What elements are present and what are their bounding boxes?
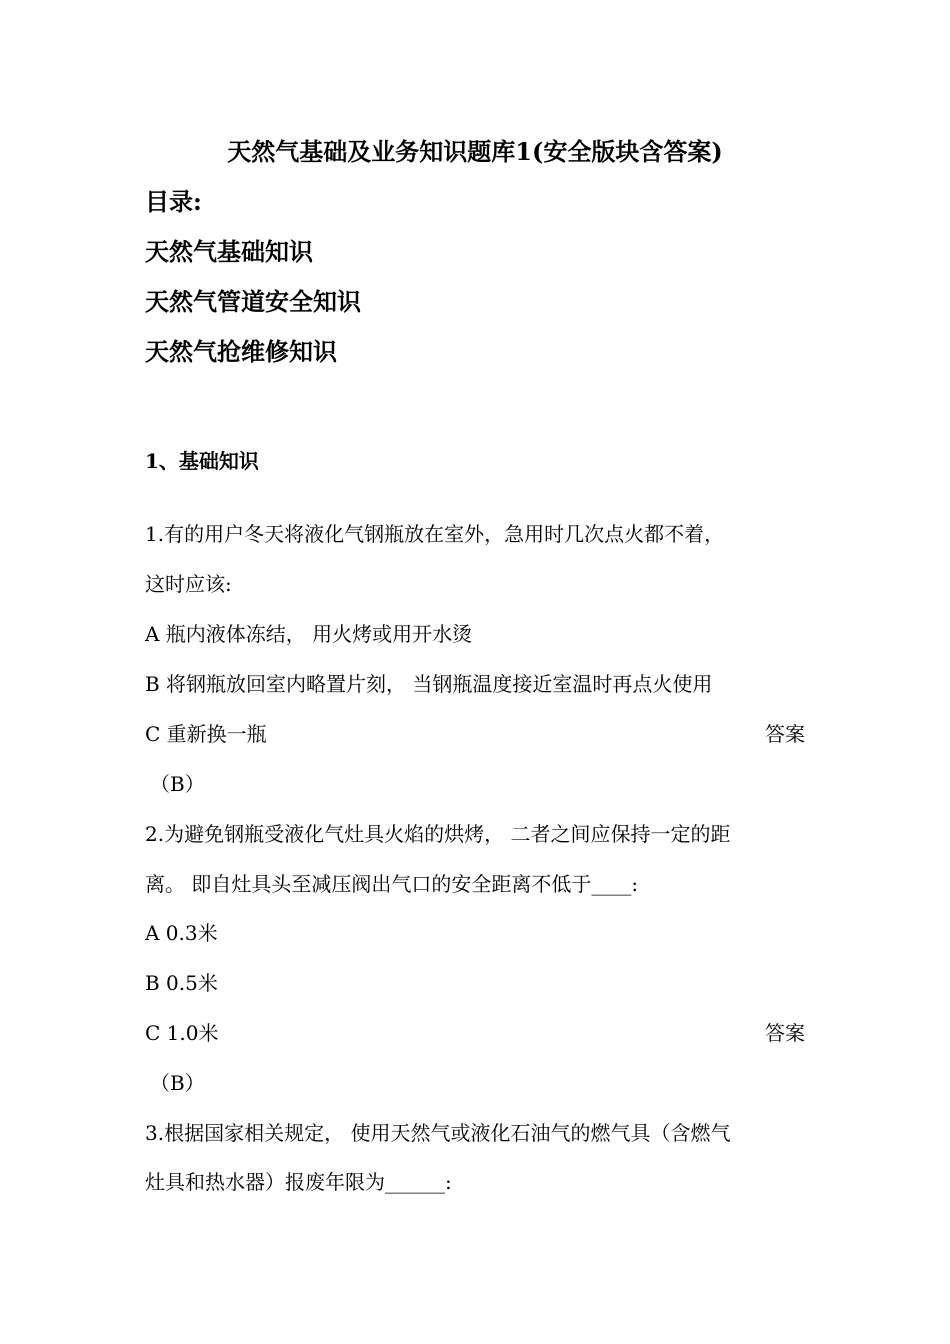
q2-option-a: A 0.3米 [145,921,218,945]
toc-item-pipeline-safety[interactable]: 天然气管道安全知识 [145,287,361,316]
toc-label: 目录: [145,187,202,216]
q1-text-line1: 1.有的用户冬天将液化气钢瓶放在室外，急用时几次点火都不着， [145,522,725,546]
q2-option-b: B 0.5米 [145,971,218,995]
q2-answer: （B） [150,1071,205,1095]
document-title: 天然气基础及业务知识题库1(安全版块含答案) [227,137,723,166]
q2-answer-label: 答案 [765,1021,805,1045]
q1-answer-label: 答案 [765,722,805,746]
toc-item-repair[interactable]: 天然气抢维修知识 [145,337,337,366]
q2-text-line1: 2.为避免钢瓶受液化气灶具火焰的烘烤， 二者之间应保持一定的距 [145,822,731,846]
q3-text-line2: 灶具和热水器）报废年限为______: [145,1170,452,1194]
q2-text-line2: 离。 即自灶具头至减压阀出气口的安全距离不低于____: [145,872,639,896]
section-heading: 1、基础知识 [145,449,259,473]
q1-text-line2: 这时应该: [145,572,232,596]
q2-option-c-row [145,1018,805,1048]
q2-option-c: C 1.0米 [145,1021,219,1045]
q3-text-line1: 3.根据国家相关规定， 使用天然气或液化石油气的燃气具（含燃气 [145,1121,731,1145]
toc-item-basics[interactable]: 天然气基础知识 [145,237,313,266]
q1-answer: （B） [150,772,205,796]
q1-option-c: C 重新换一瓶 [145,722,267,746]
q1-option-b: B 将钢瓶放回室内略置片刻， 当钢瓶温度接近室温时再点火使用 [145,672,713,696]
q1-option-a: A 瓶内液体冻结， 用火烤或用开水烫 [145,622,473,646]
q1-option-c-row [145,719,805,749]
